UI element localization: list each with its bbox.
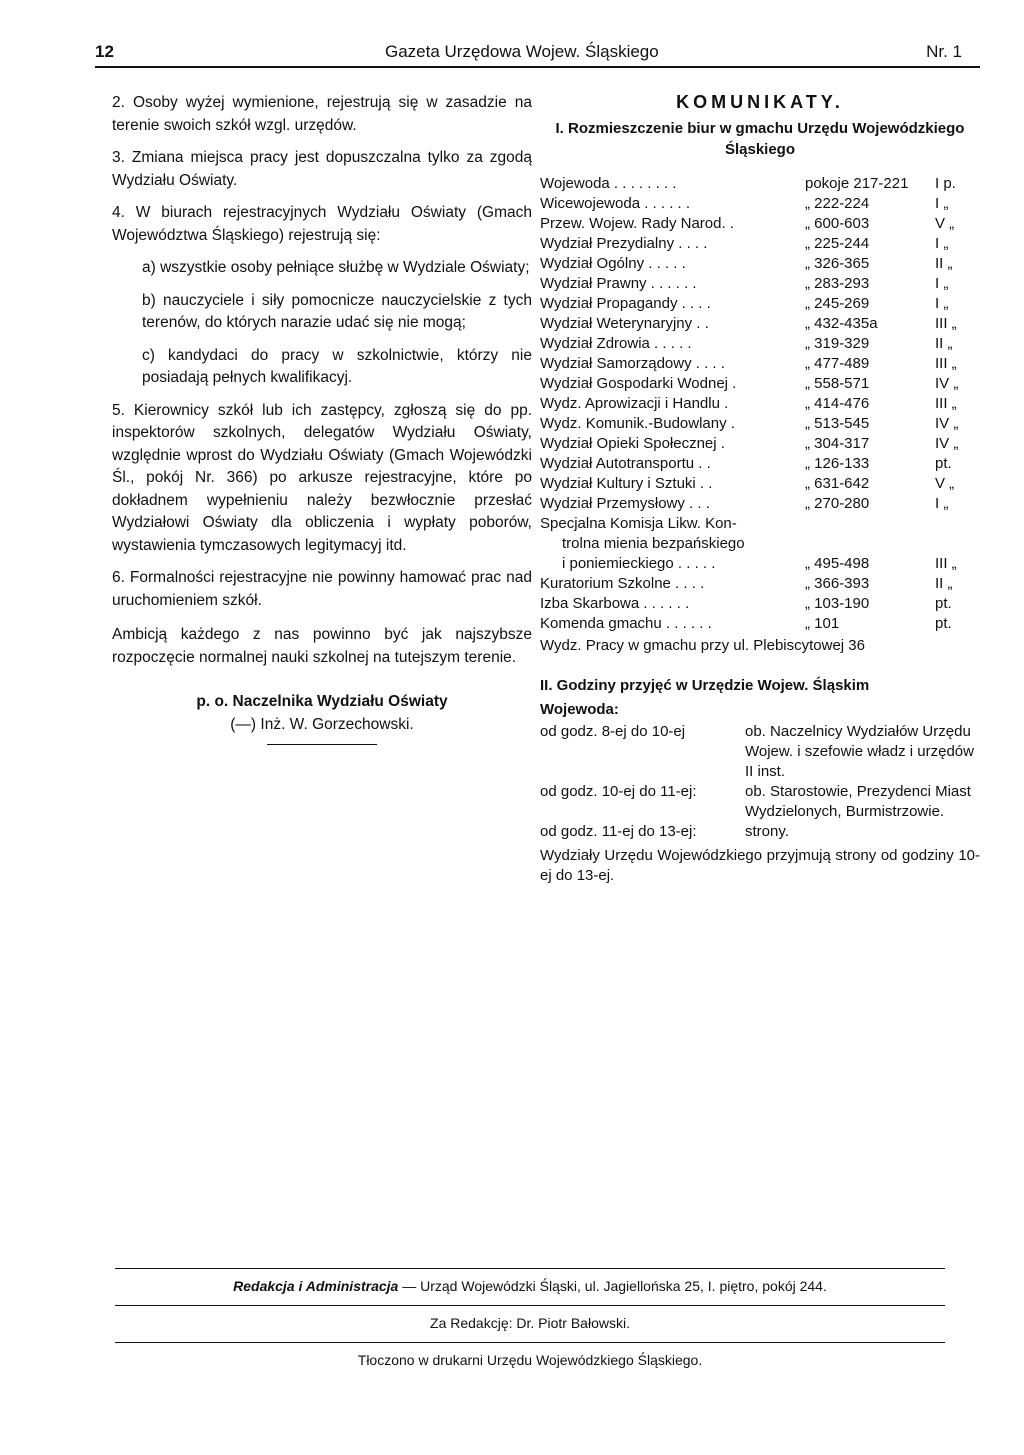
office-floor: pt. xyxy=(935,615,952,632)
footer-printer: Tłoczono w drukarni Urzędu Wojewódzkiego Śląskiego. xyxy=(357,1352,703,1368)
signature-name: (—) Inż. W. Gorzechowski. xyxy=(230,715,414,733)
right-column xyxy=(540,92,980,886)
office-rooms: „ 326-365 xyxy=(805,255,870,272)
office-row xyxy=(540,254,980,274)
office-floor: III „ xyxy=(935,555,957,572)
office-rooms: „ 366-393 xyxy=(805,575,870,592)
office-list xyxy=(540,174,980,514)
office-row xyxy=(540,574,980,594)
signature-block xyxy=(112,691,532,745)
office-name: Wydział Weterynaryjny . . xyxy=(540,315,709,332)
office-name: Wydział Opieki Społecznej . xyxy=(540,435,725,452)
office-floor: IV „ xyxy=(935,435,959,452)
signature-rule xyxy=(267,744,377,745)
office-name: Wydz. Komunik.-Budowlany . xyxy=(540,415,735,432)
office-row xyxy=(540,374,980,394)
office-floor: pt. xyxy=(935,455,952,472)
office-floor: I „ xyxy=(935,295,949,312)
office-floor: V „ xyxy=(935,475,955,492)
office-name: Wojewoda . . . . . . . . xyxy=(540,175,677,192)
office-row xyxy=(540,354,980,374)
item-3: 3. Zmiana miejsca pracy jest dopuszczalna tylko za zgodą Wydziału Oświaty. xyxy=(112,149,532,189)
office-row xyxy=(540,434,980,454)
office-floor: IV „ xyxy=(935,375,959,392)
hours-list xyxy=(540,722,980,842)
footer-rule-1 xyxy=(115,1305,945,1306)
office-row xyxy=(540,594,980,614)
page-header xyxy=(95,38,980,68)
office-row xyxy=(540,554,980,574)
office-row xyxy=(540,614,980,634)
office-rooms: „ 319-329 xyxy=(805,335,870,352)
item-4b: b) nauczyciele i siły pomocnicze nauczycielskie z tych terenów, do których narazie udać się nie mogą; xyxy=(142,291,532,331)
section-1-heading: I. Rozmieszczenie biur w gmachu Urzędu Wojewódzkiego Śląskiego xyxy=(555,120,965,158)
office-name: Wydział Prawny . . . . . . xyxy=(540,275,697,292)
office-row xyxy=(540,414,980,434)
office-rooms: „ 631-642 xyxy=(805,475,870,492)
item-4: 4. W biurach rejestracyjnych Wydziału Oświaty (Gmach Województwa Śląskiego) rejestrują się: xyxy=(112,204,532,244)
office-row xyxy=(540,194,980,214)
office-floor: I „ xyxy=(935,235,949,252)
hours-time: od godz. 11-ej do 13-ej: xyxy=(540,823,697,840)
office-rooms: „ 558-571 xyxy=(805,375,870,392)
hours-entry xyxy=(540,722,980,782)
office-name: Przew. Wojew. Rady Narod. . xyxy=(540,215,734,232)
hours-time: od godz. 8-ej do 10-ej xyxy=(540,723,686,740)
office-floor: I „ xyxy=(935,495,949,512)
office-row xyxy=(540,174,980,194)
communicates-title: KOMUNIKATY. xyxy=(676,92,844,112)
office-name: Kuratorium Szkolne . . . . xyxy=(540,575,705,592)
header-rule xyxy=(95,66,980,68)
office-rooms: „ 126-133 xyxy=(805,455,870,472)
office-list-2 xyxy=(540,574,980,634)
office-name: Wydział Autotransportu . . xyxy=(540,455,711,472)
hours-description: ob. Starostowie, Prezydenci Miast Wydzielonych, Burmistrzowie. xyxy=(745,783,971,820)
footer-editorial xyxy=(115,1278,945,1294)
office-rooms: „ 283-293 xyxy=(805,275,870,292)
office-floor: I „ xyxy=(935,275,949,292)
office-row xyxy=(540,454,980,474)
office-row xyxy=(540,334,980,354)
special-line-1: Specjalna Komisja Likw. Kon- xyxy=(540,515,737,532)
office-floor: II „ xyxy=(935,335,953,352)
footer-rule-top xyxy=(115,1268,945,1269)
special-commission xyxy=(540,514,980,574)
office-floor: I „ xyxy=(935,195,949,212)
office-rooms: „ 101 xyxy=(805,615,840,632)
hours-time: od godz. 10-ej do 11-ej: xyxy=(540,783,697,800)
left-column xyxy=(112,92,532,745)
office-rooms: „ 103-190 xyxy=(805,595,870,612)
office-floor: III „ xyxy=(935,395,957,412)
office-rooms: „ 304-317 xyxy=(805,435,870,452)
office-row xyxy=(540,214,980,234)
office-rooms: pokoje 217-221 xyxy=(805,175,909,192)
office-rooms: „ 245-269 xyxy=(805,295,870,312)
wojewoda-label: Wojewoda: xyxy=(540,701,619,718)
office-name: Wydział Ogólny . . . . . xyxy=(540,255,686,272)
hours-entry xyxy=(540,782,980,822)
office-floor: II „ xyxy=(935,575,953,592)
office-rooms: „ 477-489 xyxy=(805,355,870,372)
works-dept-address: Wydz. Pracy w gmachu przy ul. Plebiscytowej 36 xyxy=(540,637,865,654)
office-row xyxy=(540,274,980,294)
office-name: Wydział Zdrowia . . . . . xyxy=(540,335,692,352)
item-4c: c) kandydaci do pracy w szkolnictwie, którzy nie posiadają pełnych kwalifikacyj. xyxy=(142,346,532,386)
office-floor: IV „ xyxy=(935,415,959,432)
special-line-2: trolna mienia bezpańskiego xyxy=(562,535,745,552)
office-name: Wydział Gospodarki Wodnej . xyxy=(540,375,737,392)
office-rooms: „ 495-498 xyxy=(805,555,870,572)
office-rooms: „ 513-545 xyxy=(805,415,870,432)
office-row xyxy=(540,394,980,414)
section-2-heading: II. Godziny przyjęć w Urzędzie Wojew. Śląskim xyxy=(540,677,870,694)
office-name: Wydz. Aprowizacji i Handlu . xyxy=(540,395,729,412)
footer-rule-2 xyxy=(115,1342,945,1343)
page-number: 12 xyxy=(95,42,114,61)
office-floor: III „ xyxy=(935,355,957,372)
hours-description: strony. xyxy=(745,823,789,840)
office-row xyxy=(540,314,980,334)
item-4a: a) wszystkie osoby pełniące służbę w Wydziale Oświaty; xyxy=(142,259,530,276)
signature-title: p. o. Naczelnika Wydziału Oświaty xyxy=(196,693,448,710)
hours-note: Wydziały Urzędu Wojewódzkiego przyjmują strony od godziny 10-ej do 13-ej. xyxy=(540,847,980,884)
hours-entry xyxy=(540,822,980,842)
office-name: Komenda gmachu . . . . . . xyxy=(540,615,712,632)
office-floor: V „ xyxy=(935,215,955,232)
office-name: Wydział Prezydialny . . . . xyxy=(540,235,708,252)
hours-description: ob. Naczelnicy Wydziałów Urzędu Wojew. i szefowie władz i urzędów II inst. xyxy=(745,723,974,780)
item-5: 5. Kierownicy szkół lub ich zastępcy, zgłoszą się do pp. inspektorów szkolnych, delegatów Wydziału Oświaty, względnie wprost do Wydziału Oświaty (Gmach Wojewódzki Śl., pokój Nr. 366) po arkusze rejestracyjne, które po dokładnem wypełnieniu należy bezwłocznie przesłać Wydziałowi Oświaty dla obliczenia i wypłaty poborów, wystawienia tymczasowych legitymacyj itd. xyxy=(112,401,532,554)
office-name: Wydział Samorządowy . . . . xyxy=(540,355,725,372)
office-rooms: „ 414-476 xyxy=(805,395,870,412)
office-rooms: „ 600-603 xyxy=(805,215,870,232)
office-floor: pt. xyxy=(935,595,952,612)
journal-title: Gazeta Urzędowa Wojew. Śląskiego xyxy=(385,42,659,61)
office-row xyxy=(540,234,980,254)
office-floor: III „ xyxy=(935,315,957,332)
issue-number: Nr. 1 xyxy=(926,42,962,61)
office-name: i poniemieckiego . . . . . xyxy=(562,555,716,572)
office-row xyxy=(540,494,980,514)
office-row xyxy=(540,294,980,314)
office-name: Izba Skarbowa . . . . . . xyxy=(540,595,690,612)
office-rooms: „ 432-435a xyxy=(805,315,878,332)
editorial-label: Redakcja i Administracja xyxy=(233,1278,399,1294)
item-6: 6. Formalności rejestracyjne nie powinny hamować prac nad uruchomieniem szkół. xyxy=(112,569,532,609)
footer-editor: Za Redakcję: Dr. Piotr Bałowski. xyxy=(430,1315,630,1331)
office-rooms: „ 225-244 xyxy=(805,235,870,252)
office-name: Wydział Przemysłowy . . . xyxy=(540,495,710,512)
office-floor: II „ xyxy=(935,255,953,272)
item-2: 2. Osoby wyżej wymienione, rejestrują się w zasadzie na terenie swoich szkół wzgl. urzędów. xyxy=(112,94,532,134)
office-name: Wydział Kultury i Sztuki . . xyxy=(540,475,713,492)
office-rooms: „ 270-280 xyxy=(805,495,870,512)
office-floor: I p. xyxy=(935,175,956,192)
closing-paragraph: Ambicją każdego z nas powinno być jak najszybsze rozpoczęcie normalnej nauki szkolnej na tutejszym terenie. xyxy=(112,626,532,666)
office-name: Wicewojewoda . . . . . . xyxy=(540,195,691,212)
office-rooms: „ 222-224 xyxy=(805,195,870,212)
office-row xyxy=(540,474,980,494)
office-name: Wydział Propagandy . . . . xyxy=(540,295,711,312)
editorial-text: — Urząd Wojewódzki Śląski, ul. Jagiellońska 25, I. piętro, pokój 244. xyxy=(398,1278,827,1294)
